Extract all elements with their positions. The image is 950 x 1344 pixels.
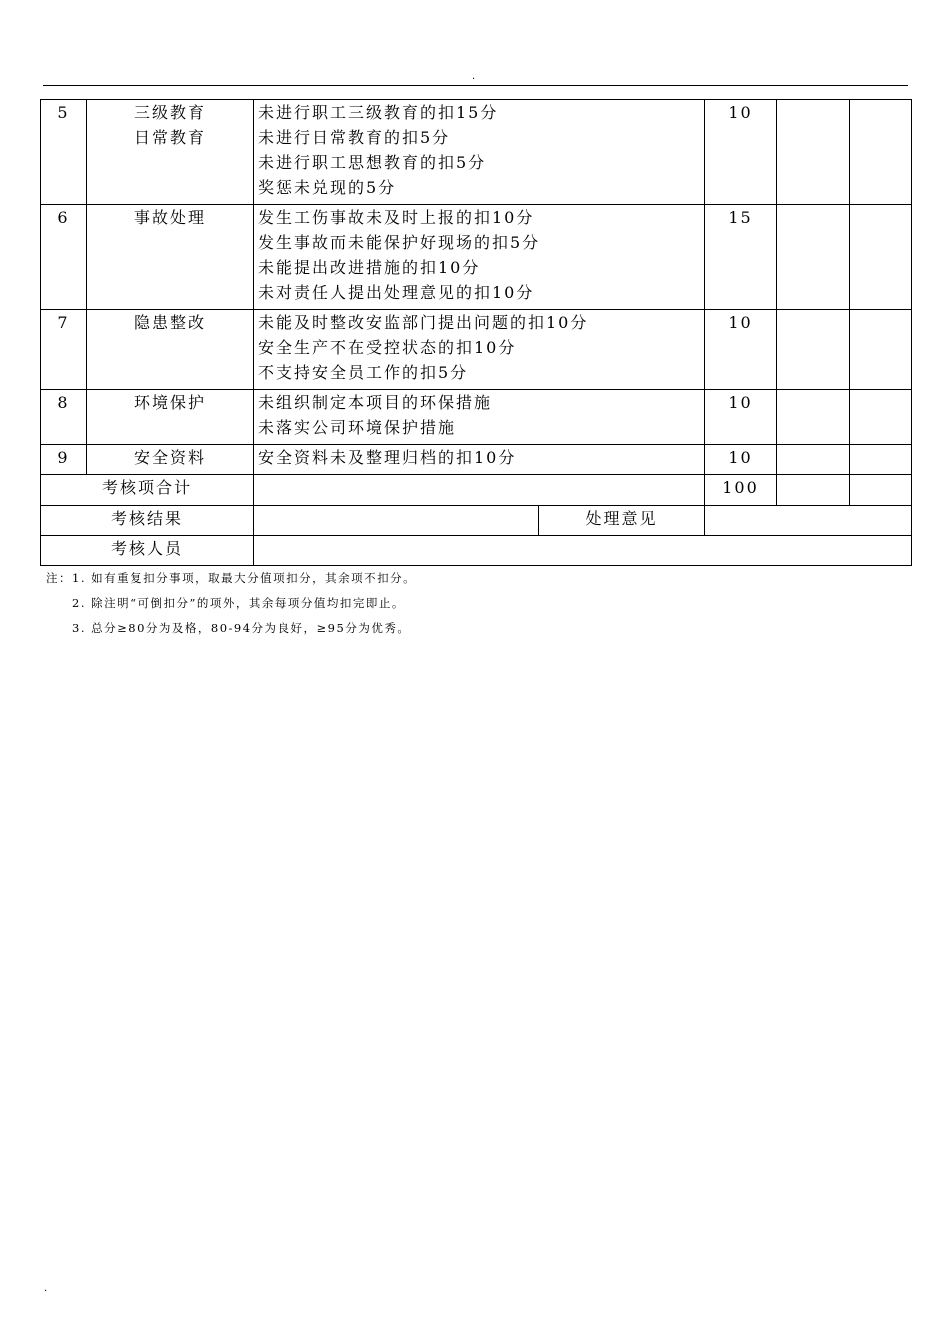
opinion-label: 处理意见 xyxy=(539,506,705,536)
item-name: 三级教育 日常教育 xyxy=(87,100,254,205)
table-row xyxy=(41,390,912,445)
item-score: 10 xyxy=(705,445,777,475)
item-criteria: 安全资料未及整理归档的扣10分 xyxy=(254,445,705,475)
table-row xyxy=(41,100,912,205)
remark-cell xyxy=(850,390,912,445)
item-number: 8 xyxy=(41,390,87,445)
total-score: 100 xyxy=(705,475,777,506)
deduction-cell xyxy=(777,205,850,310)
item-number: 5 xyxy=(41,100,87,205)
item-criteria: 未组织制定本项目的环保措施 未落实公司环境保护措施 xyxy=(254,390,705,445)
page-header-mark: . xyxy=(472,71,476,82)
result-row xyxy=(41,506,912,536)
safety-assessment-table xyxy=(40,99,912,566)
total-remark-cell xyxy=(850,475,912,506)
remark-cell xyxy=(850,205,912,310)
item-name: 事故处理 xyxy=(87,205,254,310)
result-label: 考核结果 xyxy=(41,506,254,536)
remark-cell xyxy=(850,445,912,475)
item-number: 6 xyxy=(41,205,87,310)
remark-cell xyxy=(850,310,912,390)
result-value-cell xyxy=(254,506,539,536)
item-criteria: 发生工伤事故未及时上报的扣10分 发生事故而未能保护好现场的扣5分 未能提出改进措施的扣10分 未对责任人提出处理意见的扣10分 xyxy=(254,205,705,310)
deduction-cell xyxy=(777,445,850,475)
item-number: 7 xyxy=(41,310,87,390)
table-row xyxy=(41,205,912,310)
page-footer-mark: . xyxy=(44,1283,48,1294)
item-score: 10 xyxy=(705,100,777,205)
item-name: 隐患整改 xyxy=(87,310,254,390)
note-line: 3. 总分≥80分为及格，80-94分为良好，≥95分为优秀。 xyxy=(72,621,411,635)
item-name: 环境保护 xyxy=(87,390,254,445)
total-row xyxy=(41,475,912,506)
reviewer-value-cell xyxy=(254,536,912,566)
note-line: 2. 除注明“可倒扣分”的项外，其余每项分值均扣完即止。 xyxy=(72,596,405,610)
item-number: 9 xyxy=(41,445,87,475)
note-line: 注：1. 如有重复扣分事项，取最大分值项扣分，其余项不扣分。 xyxy=(46,571,417,585)
total-deduction-cell xyxy=(777,475,850,506)
reviewer-label: 考核人员 xyxy=(41,536,254,566)
table-row xyxy=(41,445,912,475)
item-score: 15 xyxy=(705,205,777,310)
total-label: 考核项合计 xyxy=(41,475,254,506)
remark-cell xyxy=(850,100,912,205)
deduction-cell xyxy=(777,100,850,205)
item-score: 10 xyxy=(705,310,777,390)
notes-section xyxy=(46,566,416,641)
item-criteria: 未进行职工三级教育的扣15分 未进行日常教育的扣5分 未进行职工思想教育的扣5分 奖惩未兑现的5分 xyxy=(254,100,705,205)
reviewer-row xyxy=(41,536,912,566)
total-blank-cell xyxy=(254,475,705,506)
item-name: 安全资料 xyxy=(87,445,254,475)
table-row xyxy=(41,310,912,390)
item-criteria: 未能及时整改安监部门提出问题的扣10分 安全生产不在受控状态的扣10分 不支持安全员工作的扣5分 xyxy=(254,310,705,390)
opinion-value-cell xyxy=(705,506,912,536)
deduction-cell xyxy=(777,390,850,445)
item-score: 10 xyxy=(705,390,777,445)
header-rule xyxy=(43,85,908,86)
deduction-cell xyxy=(777,310,850,390)
